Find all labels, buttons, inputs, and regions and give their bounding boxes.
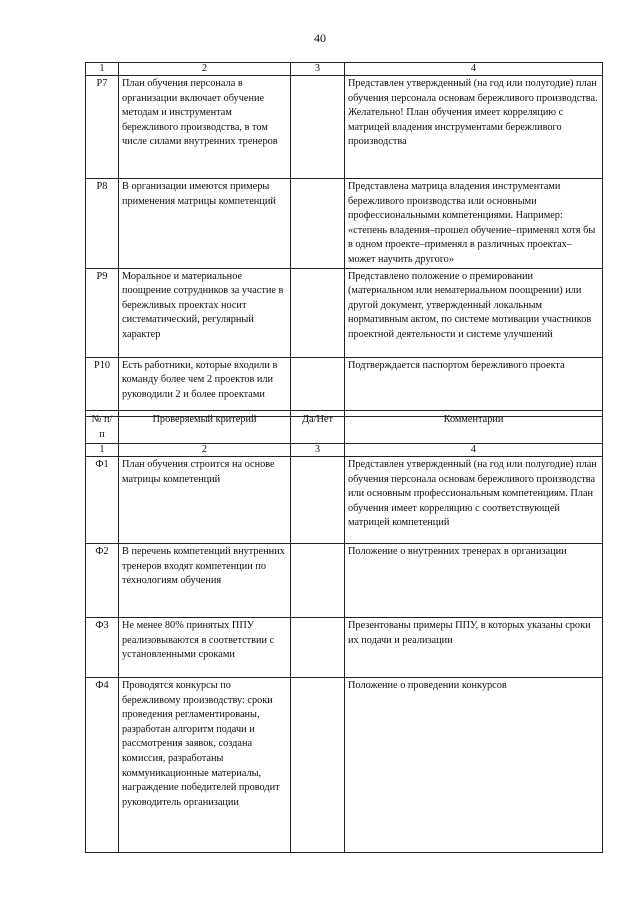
row-id: Ф1 bbox=[86, 457, 119, 544]
column-index-2: 2 bbox=[119, 444, 291, 457]
table-row bbox=[86, 179, 603, 269]
criterion-cell: План обучения персонала в организации включает обучение методам и инструментам бережливого производства, в том числе силами внутренних тренеров bbox=[119, 76, 291, 179]
column-index-3: 3 bbox=[291, 444, 345, 457]
row-id: Р7 bbox=[86, 76, 119, 179]
row-id: Р9 bbox=[86, 268, 119, 357]
header-yes-no: Да/Нет bbox=[291, 411, 345, 444]
column-index-4: 4 bbox=[345, 63, 603, 76]
comment-cell: Положение о внутренних тренерах в организации bbox=[345, 544, 603, 618]
row-id: Р10 bbox=[86, 357, 119, 416]
comment-cell: Представлена матрица владения инструментами бережливого производства или основными профессиональными компетенциями. Например: «степень владения–прошел обучение–применял хотя бы в одном проекте–применял в различных проектах–может научить другого» bbox=[345, 179, 603, 269]
column-index-row bbox=[86, 63, 603, 76]
comment-cell: Представлен утвержденный (на год или полугодие) план обучения персонала основам бережливого производства. Желательно! План обучения имеет корреляцию с матрицей владения инструментами бережливого производства bbox=[345, 76, 603, 179]
comment-cell: Представлено положение о премировании (материальном или нематериальном поощрении) или другой документ, утвержденный локальным нормативным актом, по системе мотивации участников проектной деятельности и системе улучшений bbox=[345, 268, 603, 357]
column-index-1: 1 bbox=[86, 444, 119, 457]
answer-cell[interactable] bbox=[291, 268, 345, 357]
table-row bbox=[86, 544, 603, 618]
criterion-cell: Не менее 80% принятых ППУ реализовываются в соответствии с установленными сроками bbox=[119, 618, 291, 678]
row-id: Ф3 bbox=[86, 618, 119, 678]
table-row bbox=[86, 678, 603, 853]
column-index-1: 1 bbox=[86, 63, 119, 76]
table-row bbox=[86, 268, 603, 357]
comment-cell: Положение о проведении конкурсов bbox=[345, 678, 603, 853]
criterion-cell: Моральное и материальное поощрение сотрудников за участие в бережливых проектах носит систематический, регулярный характер bbox=[119, 268, 291, 357]
column-index-4: 4 bbox=[345, 444, 603, 457]
answer-cell[interactable] bbox=[291, 678, 345, 853]
column-index-2: 2 bbox=[119, 63, 291, 76]
comment-cell: Представлен утвержденный (на год или полугодие) план обучения персонала основам бережливого производства или основным профессиональным компетенциям. План обучения имеет корреляцию с соответствующей матрицей компетенций bbox=[345, 457, 603, 544]
criterion-cell: План обучения строится на основе матрицы компетенций bbox=[119, 457, 291, 544]
answer-cell[interactable] bbox=[291, 618, 345, 678]
table-row bbox=[86, 76, 603, 179]
criterion-cell: Проводятся конкурсы по бережливому производству: сроки проведения регламентированы, разработан алгоритм подачи и рассмотрения заявок, создана комиссия, разработаны коммуникационные материалы, награждение победителей проводит руководитель организации bbox=[119, 678, 291, 853]
header-comments: Комментарии bbox=[345, 411, 603, 444]
row-id: Р8 bbox=[86, 179, 119, 269]
table-header-row bbox=[86, 411, 603, 444]
row-id: Ф2 bbox=[86, 544, 119, 618]
column-index-3: 3 bbox=[291, 63, 345, 76]
header-number: № п/п bbox=[86, 411, 119, 444]
criterion-cell: В перечень компетенций внутренних тренеров входят компетенции по технологиям обучения bbox=[119, 544, 291, 618]
column-index-row bbox=[86, 444, 603, 457]
criteria-table-continued bbox=[85, 62, 603, 417]
criterion-cell: В организации имеются примеры применения матрицы компетенций bbox=[119, 179, 291, 269]
header-criterion: Проверяемый критерий bbox=[119, 411, 291, 444]
answer-cell[interactable] bbox=[291, 179, 345, 269]
row-id: Ф4 bbox=[86, 678, 119, 853]
page-number: 40 bbox=[314, 31, 326, 45]
table-row bbox=[86, 618, 603, 678]
answer-cell[interactable] bbox=[291, 544, 345, 618]
answer-cell[interactable] bbox=[291, 357, 345, 416]
criterion-cell: Есть работники, которые входили в команду более чем 2 проектов или руководили 2 и более проектами bbox=[119, 357, 291, 416]
table-row bbox=[86, 357, 603, 416]
criteria-table bbox=[85, 410, 603, 853]
comment-cell: Подтверждается паспортом бережливого проекта bbox=[345, 357, 603, 416]
answer-cell[interactable] bbox=[291, 76, 345, 179]
comment-cell: Презентованы примеры ППУ, в которых указаны сроки их подачи и реализации bbox=[345, 618, 603, 678]
answer-cell[interactable] bbox=[291, 457, 345, 544]
table-row bbox=[86, 457, 603, 544]
